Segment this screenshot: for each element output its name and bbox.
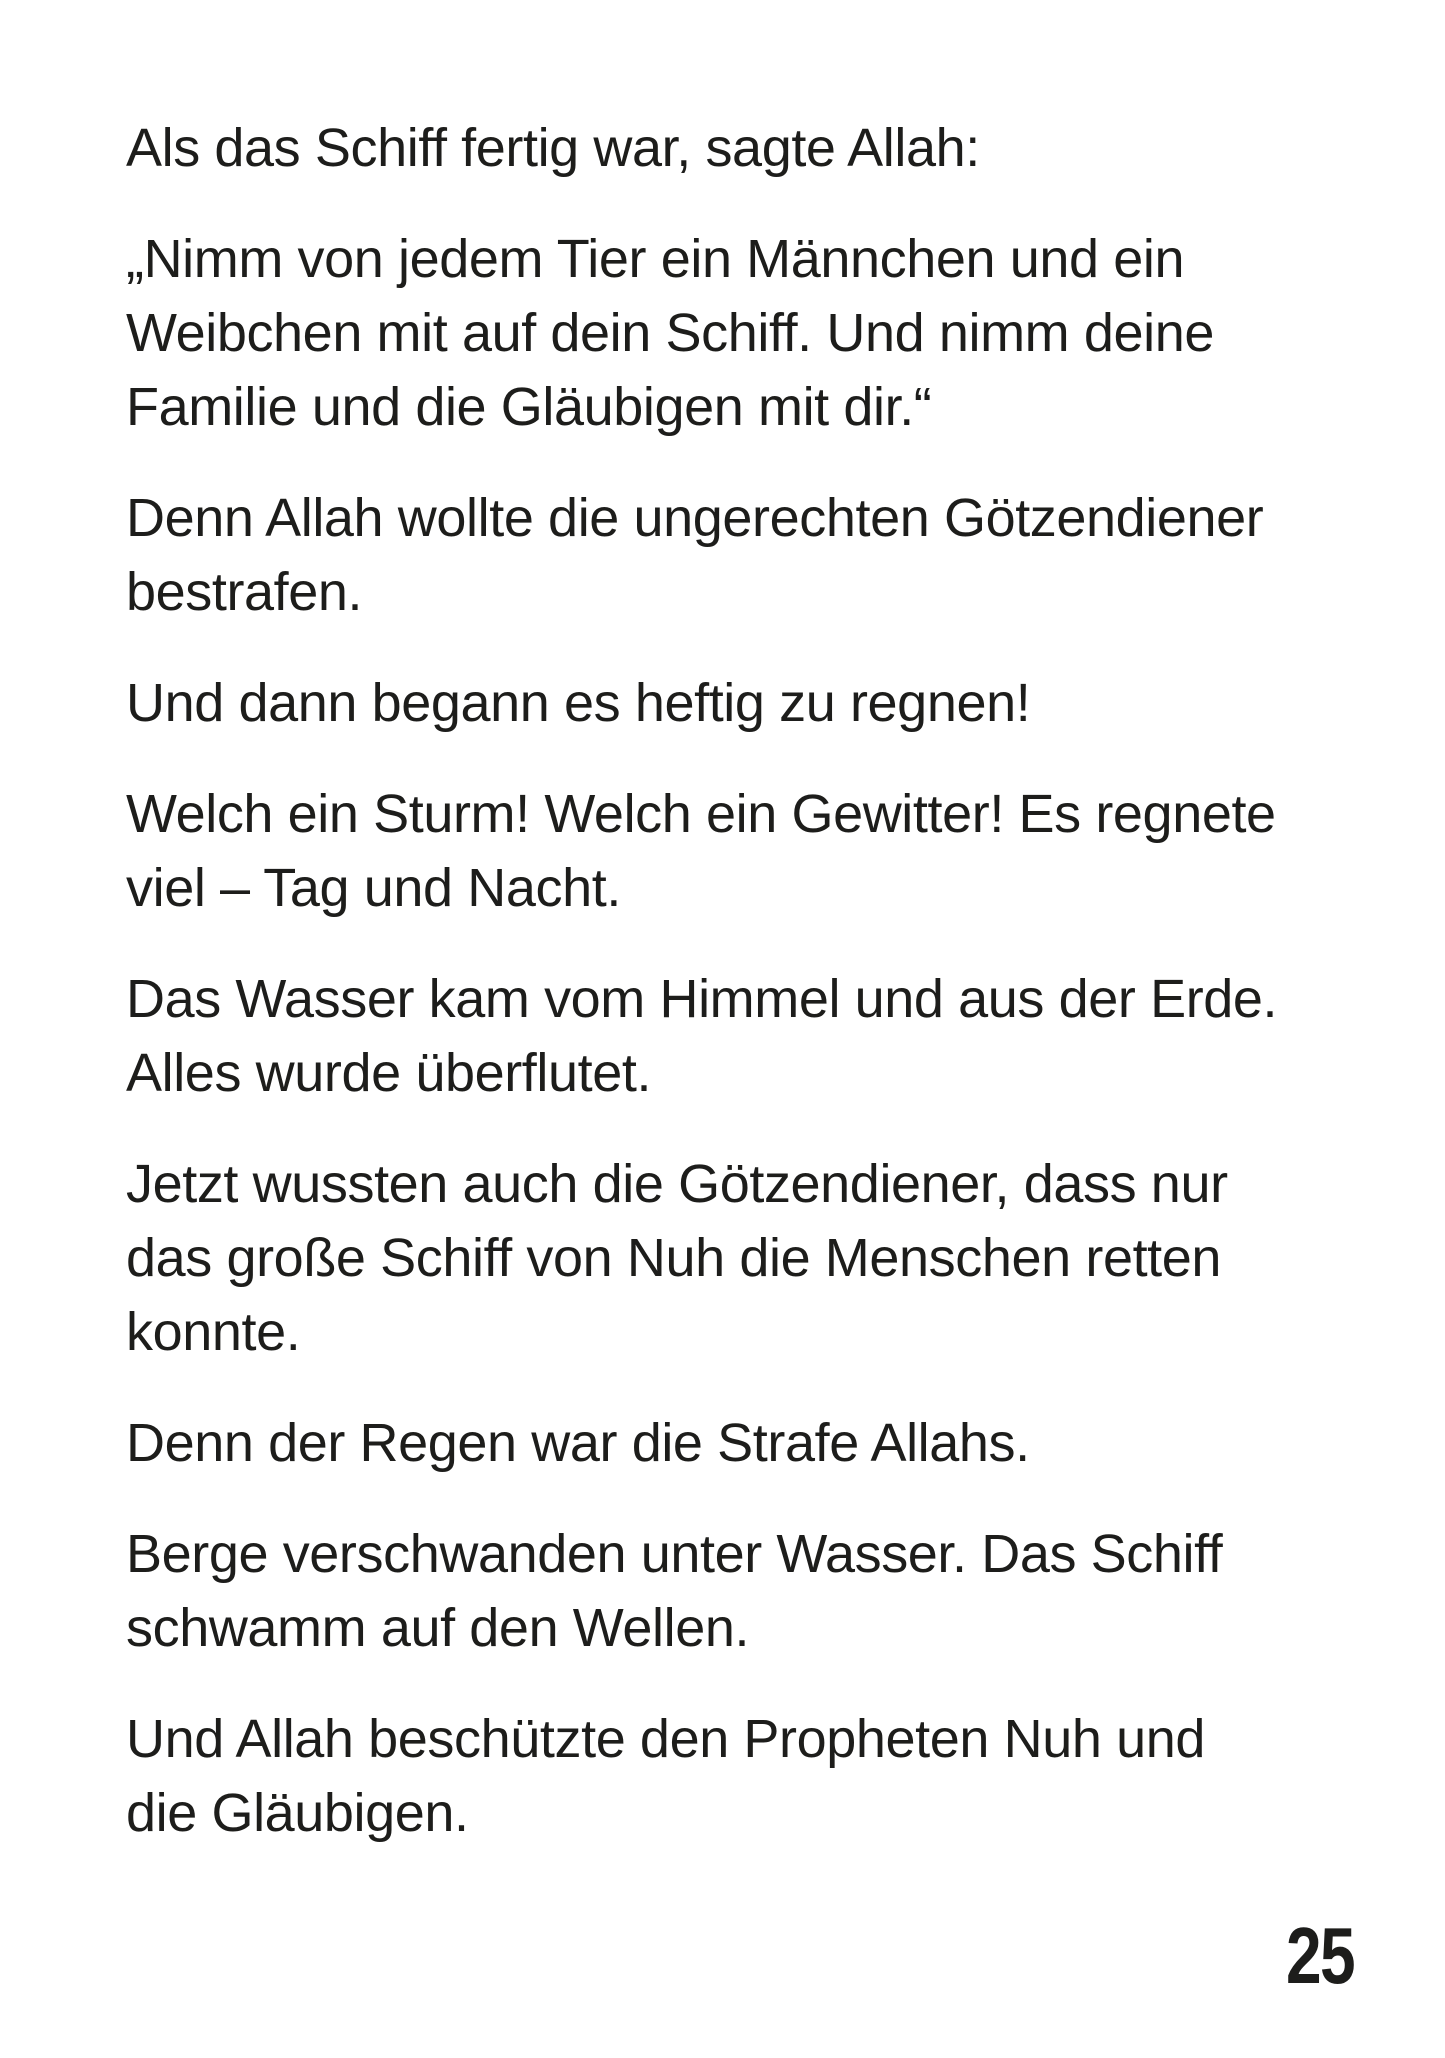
paragraph <box>126 111 1277 185</box>
text-line: das große Schiff von Nuh die Menschen retten <box>126 1228 1222 1288</box>
text-line: schwamm auf den Wellen. <box>126 1598 750 1658</box>
text-line: Als das Schiff fertig war, sagte Allah: <box>126 118 980 178</box>
text-line: Alles wurde überflutet. <box>126 1043 652 1103</box>
text-line: Familie und die Gläubigen mit dir.“ <box>126 377 932 437</box>
paragraph <box>126 1517 1277 1665</box>
text-line: Und dann begann es heftig zu regnen! <box>126 673 1031 733</box>
paragraph <box>126 1702 1277 1850</box>
story-text <box>126 111 1277 1887</box>
paragraph <box>126 777 1277 925</box>
page-number: 25 <box>1286 1911 1354 2000</box>
text-line: viel – Tag und Nacht. <box>126 858 621 918</box>
paragraph <box>126 1147 1277 1369</box>
text-line: Und Allah beschützte den Propheten Nuh und <box>126 1709 1205 1769</box>
text-line: die Gläubigen. <box>126 1783 469 1843</box>
paragraph <box>126 962 1277 1110</box>
text-line: Das Wasser kam vom Himmel und aus der Erde. <box>126 969 1278 1029</box>
paragraph <box>126 666 1277 740</box>
text-line: Denn der Regen war die Strafe Allahs. <box>126 1413 1030 1473</box>
paragraph <box>126 1406 1277 1480</box>
text-line: Berge verschwanden unter Wasser. Das Schiff <box>126 1524 1223 1584</box>
paragraph <box>126 481 1277 629</box>
text-line: bestrafen. <box>126 562 363 622</box>
text-line: Weibchen mit auf dein Schiff. Und nimm deine <box>126 303 1214 363</box>
text-line: konnte. <box>126 1302 301 1362</box>
text-line: „Nimm von jedem Tier ein Männchen und ein <box>126 229 1185 289</box>
text-line: Denn Allah wollte die ungerechten Götzendiener <box>126 488 1264 548</box>
paragraph <box>126 222 1277 444</box>
text-line: Welch ein Sturm! Welch ein Gewitter! Es regnete <box>126 784 1276 844</box>
text-line: Jetzt wussten auch die Götzendiener, dass nur <box>126 1154 1228 1214</box>
